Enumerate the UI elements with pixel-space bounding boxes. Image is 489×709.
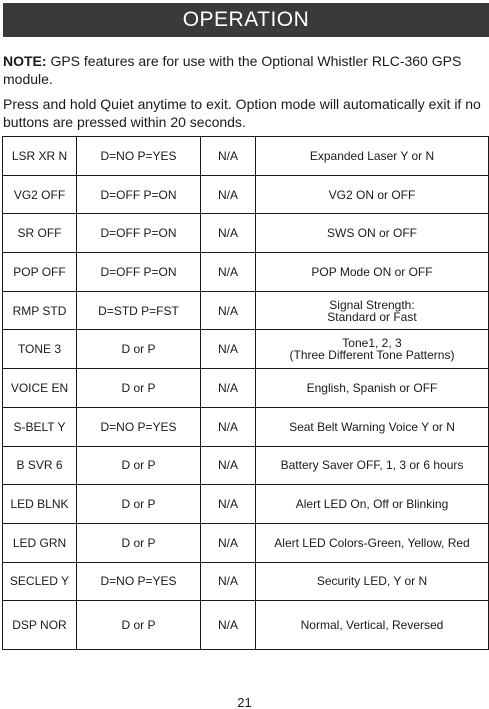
option-description-cell: SWS ON or OFF [256, 214, 489, 253]
option-display-cell: TONE 3 [3, 330, 77, 369]
table-row [3, 407, 489, 446]
option-display-cell: SECLED Y [3, 562, 77, 601]
option-na-cell: N/A [201, 562, 256, 601]
option-description-cell: Alert LED On, Off or Blinking [256, 485, 489, 524]
option-description-cell: Battery Saver OFF, 1, 3 or 6 hours [256, 446, 489, 485]
option-na-cell: N/A [201, 175, 256, 214]
option-description-cell: Seat Belt Warning Voice Y or N [256, 407, 489, 446]
table-row [3, 369, 489, 408]
option-setting-cell: D=NO P=YES [77, 407, 201, 446]
option-display-cell: VOICE EN [3, 369, 77, 408]
option-na-cell: N/A [201, 407, 256, 446]
option-description-cell: Security LED, Y or N [256, 562, 489, 601]
note-paragraph [3, 52, 483, 88]
option-setting-cell: D=OFF P=ON [77, 214, 201, 253]
intro-paragraph: Press and hold Quiet anytime to exit. Option mode will automatically exit if no buttons are pressed within 20 seconds. [3, 96, 481, 130]
options-table-body [3, 137, 489, 650]
table-row [3, 446, 489, 485]
option-display-cell: S-BELT Y [3, 407, 77, 446]
option-setting-cell: D or P [77, 446, 201, 485]
note-text: GPS features are for use with the Optional Whistler RLC-360 GPS module. [3, 53, 462, 87]
option-setting-cell: D=NO P=YES [77, 562, 201, 601]
option-description-cell: POP Mode ON or OFF [256, 253, 489, 292]
option-description-cell: Signal Strength: Standard or Fast [256, 291, 489, 330]
option-na-cell: N/A [201, 214, 256, 253]
option-na-cell: N/A [201, 446, 256, 485]
option-display-cell: LSR XR N [3, 137, 77, 176]
option-display-cell: DSP NOR [3, 601, 77, 650]
option-display-cell: VG2 OFF [3, 175, 77, 214]
option-setting-cell: D or P [77, 330, 201, 369]
option-setting-cell: D=OFF P=ON [77, 175, 201, 214]
option-na-cell: N/A [201, 253, 256, 292]
option-setting-cell: D or P [77, 601, 201, 650]
option-na-cell: N/A [201, 369, 256, 408]
option-setting-cell: D or P [77, 485, 201, 524]
option-description-cell: VG2 ON or OFF [256, 175, 489, 214]
option-setting-cell: D=OFF P=ON [77, 253, 201, 292]
note-label: NOTE: [3, 53, 47, 69]
option-setting-cell: D=NO P=YES [77, 137, 201, 176]
option-na-cell: N/A [201, 601, 256, 650]
option-na-cell: N/A [201, 137, 256, 176]
option-display-cell: LED BLNK [3, 485, 77, 524]
table-row [3, 253, 489, 292]
option-setting-cell: D=STD P=FST [77, 291, 201, 330]
options-table [2, 136, 489, 650]
table-row [3, 601, 489, 650]
option-display-cell: POP OFF [3, 253, 77, 292]
option-display-cell: SR OFF [3, 214, 77, 253]
option-display-cell: B SVR 6 [3, 446, 77, 485]
option-display-cell: LED GRN [3, 523, 77, 562]
option-na-cell: N/A [201, 523, 256, 562]
table-row [3, 214, 489, 253]
option-display-cell: RMP STD [3, 291, 77, 330]
table-row [3, 291, 489, 330]
option-setting-cell: D or P [77, 369, 201, 408]
table-row [3, 175, 489, 214]
option-description-cell: English, Spanish or OFF [256, 369, 489, 408]
table-row [3, 562, 489, 601]
option-description-cell: Tone1, 2, 3 (Three Different Tone Patterns) [256, 330, 489, 369]
option-description-cell: Normal, Vertical, Reversed [256, 601, 489, 650]
section-title: OPERATION [182, 8, 310, 31]
table-row [3, 523, 489, 562]
option-description-cell: Alert LED Colors-Green, Yellow, Red [256, 523, 489, 562]
table-row [3, 137, 489, 176]
option-na-cell: N/A [201, 330, 256, 369]
table-row [3, 330, 489, 369]
option-setting-cell: D or P [77, 523, 201, 562]
table-row [3, 485, 489, 524]
option-na-cell: N/A [201, 485, 256, 524]
option-na-cell: N/A [201, 291, 256, 330]
page-number: 21 [237, 695, 252, 709]
section-header [3, 3, 489, 37]
option-description-cell: Expanded Laser Y or N [256, 137, 489, 176]
